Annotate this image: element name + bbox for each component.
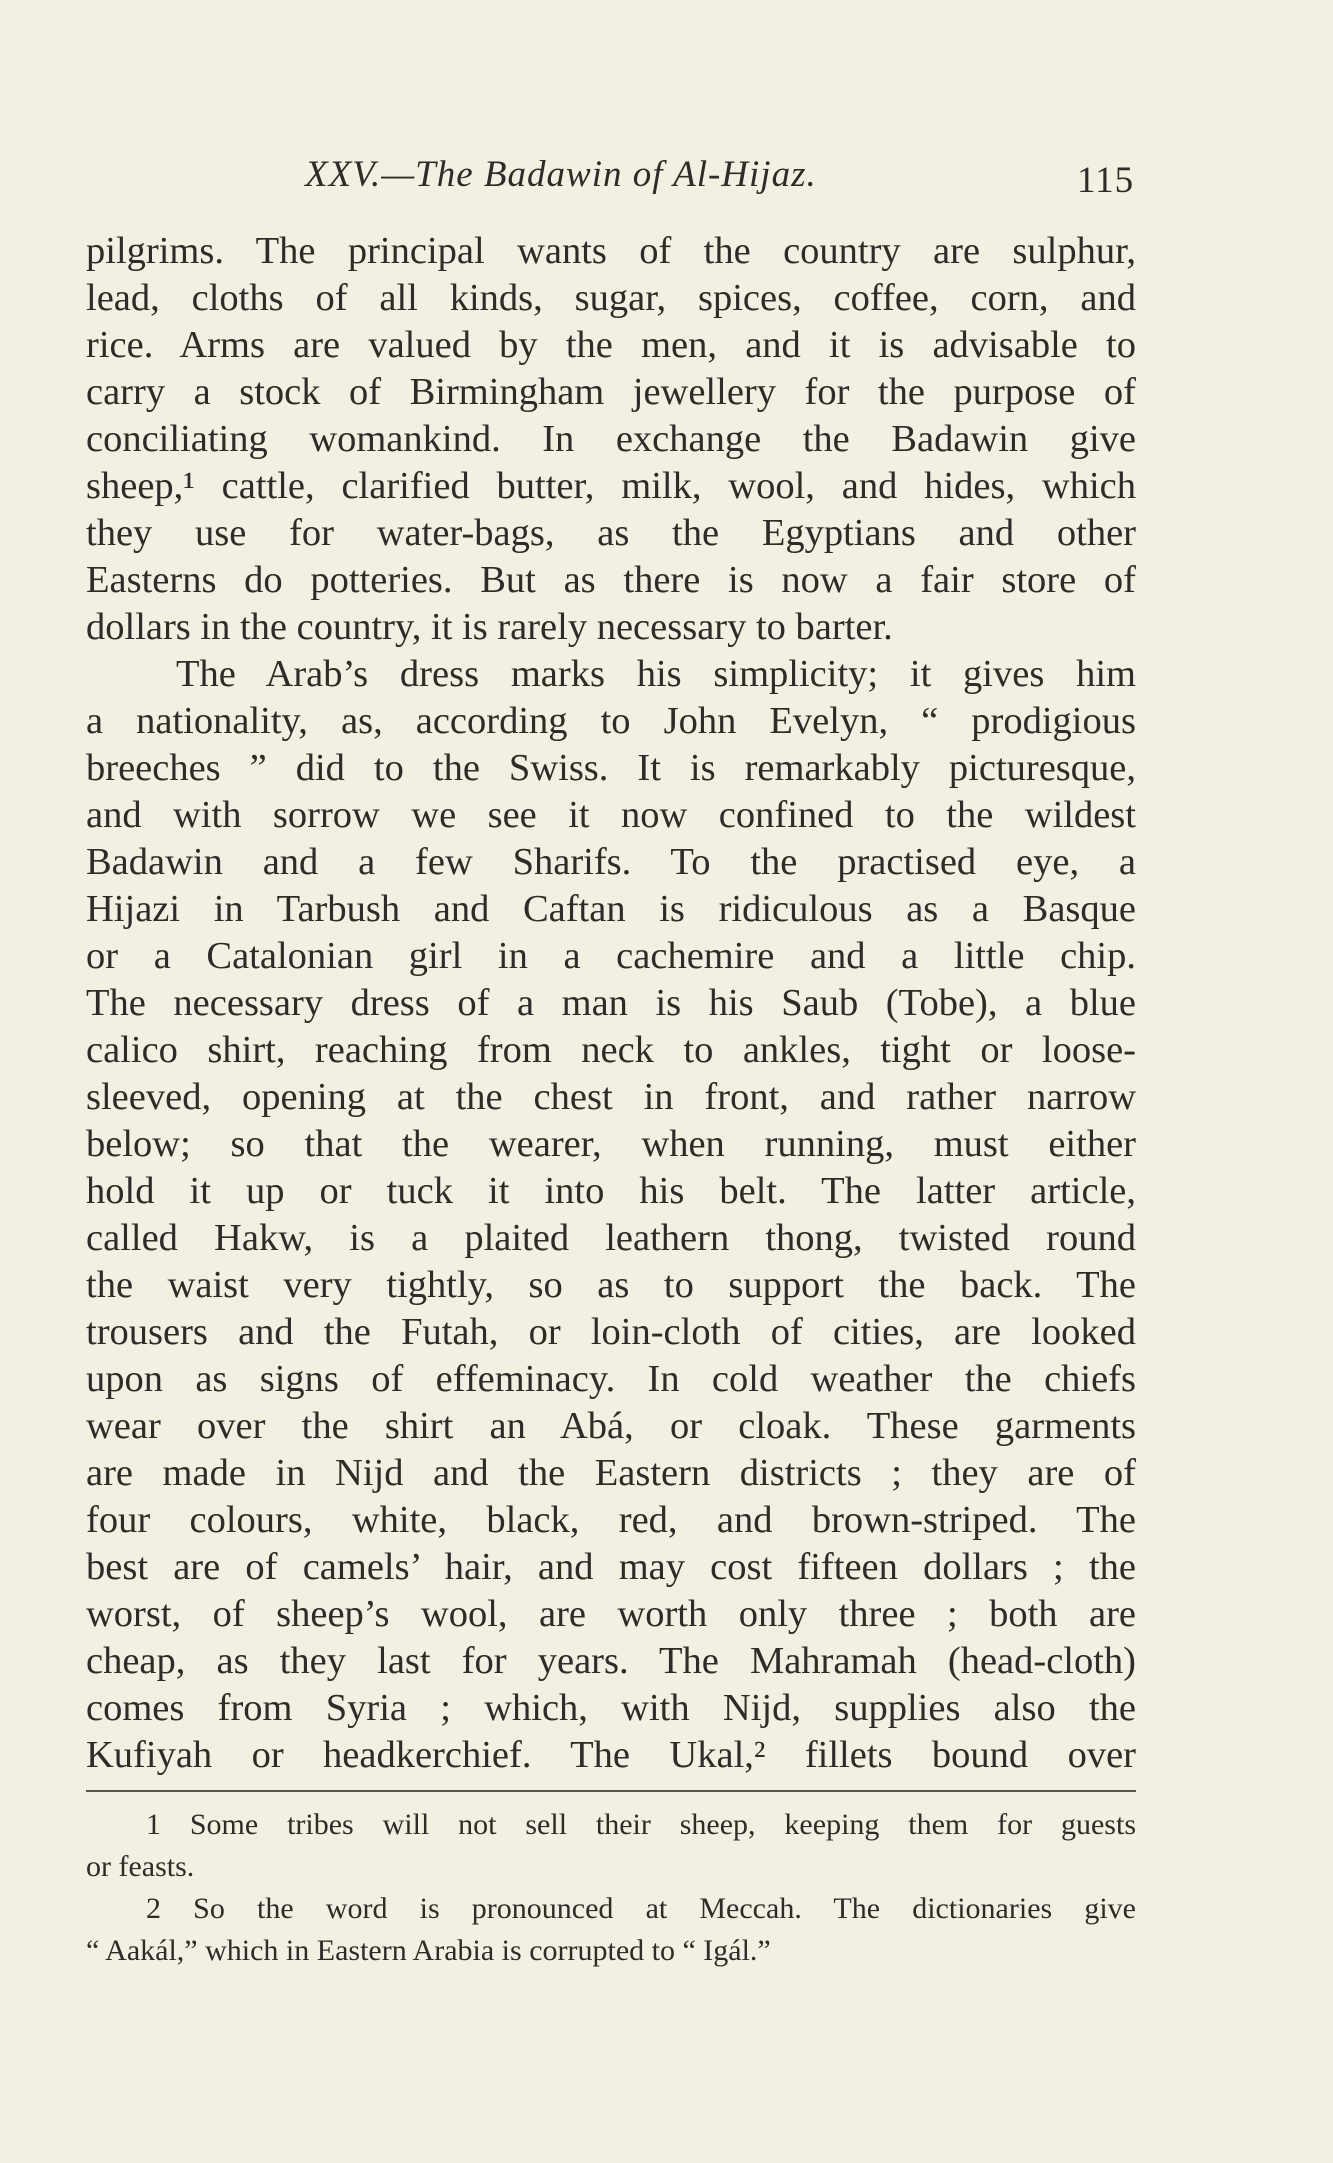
- body-line: comes from Syria ; which, with Nijd, supplies also the: [86, 1687, 1136, 1729]
- body-line: sheep,¹ cattle, clarified butter, milk, wool, and hides, which: [86, 465, 1136, 507]
- body-line: cheap, as they last for years. The Mahramah (head-cloth): [86, 1640, 1136, 1682]
- running-head: [305, 150, 1205, 200]
- body-line: Hijazi in Tarbush and Caftan is ridiculous as a Basque: [86, 888, 1136, 930]
- body-line: The necessary dress of a man is his Saub (Tobe), a blue: [86, 982, 1136, 1024]
- body-line: below; so that the wearer, when running, must either: [86, 1123, 1136, 1165]
- body-line: a nationality, as, according to John Evelyn, “ prodigious: [86, 700, 1136, 742]
- body-line: lead, cloths of all kinds, sugar, spices, coffee, corn, and: [86, 277, 1136, 319]
- body-line: Kufiyah or headkerchief. The Ukal,² fillets bound over: [86, 1734, 1136, 1776]
- body-line: hold it up or tuck it into his belt. The latter article,: [86, 1170, 1136, 1212]
- body-line: sleeved, opening at the chest in front, and rather narrow: [86, 1076, 1136, 1118]
- footnote-line: 1 Some tribes will not sell their sheep, keeping them for guests: [146, 1808, 1136, 1841]
- body-text: [86, 228, 1136, 1779]
- body-line: and with sorrow we see it now confined to the wildest: [86, 794, 1136, 836]
- body-line: upon as signs of effeminacy. In cold weather the chiefs: [86, 1358, 1136, 1400]
- body-line: breeches ” did to the Swiss. It is remarkably picturesque,: [86, 747, 1136, 789]
- body-line: four colours, white, black, red, and brown-striped. The: [86, 1499, 1136, 1541]
- body-line: conciliating womankind. In exchange the Badawin give: [86, 418, 1136, 460]
- body-line: pilgrims. The principal wants of the country are sulphur,: [86, 230, 1136, 272]
- page-number: 115: [1077, 160, 1135, 201]
- running-title: XXV.—The Badawin of Al-Hijaz.: [305, 154, 817, 195]
- body-line: worst, of sheep’s wool, are worth only three ; both are: [86, 1593, 1136, 1635]
- footnote-line: or feasts.: [86, 1850, 195, 1883]
- body-line: trousers and the Futah, or loin-cloth of cities, are looked: [86, 1311, 1136, 1353]
- body-line: dollars in the country, it is rarely necessary to barter.: [86, 606, 893, 648]
- body-line: rice. Arms are valued by the men, and it is advisable to: [86, 324, 1136, 366]
- body-line: are made in Nijd and the Eastern districts ; they are of: [86, 1452, 1136, 1494]
- body-line: wear over the shirt an Abá, or cloak. These garments: [86, 1405, 1136, 1447]
- body-line: The Arab’s dress marks his simplicity; it gives him: [176, 653, 1136, 695]
- body-line: or a Catalonian girl in a cachemire and a little chip.: [86, 935, 1136, 977]
- body-line: the waist very tightly, so as to support the back. The: [86, 1264, 1136, 1306]
- body-line: called Hakw, is a plaited leathern thong, twisted round: [86, 1217, 1136, 1259]
- body-line: calico shirt, reaching from neck to ankles, tight or loose-: [86, 1029, 1136, 1071]
- body-line: Easterns do potteries. But as there is now a fair store of: [86, 559, 1136, 601]
- body-line: Badawin and a few Sharifs. To the practised eye, a: [86, 841, 1136, 883]
- body-line: they use for water-bags, as the Egyptians and other: [86, 512, 1136, 554]
- body-line: best are of camels’ hair, and may cost fifteen dollars ; the: [86, 1546, 1136, 1588]
- footnotes: [86, 1790, 1136, 1972]
- footnote-line: 2 So the word is pronounced at Meccah. The dictionaries give: [146, 1892, 1136, 1925]
- footnote-line: “ Aakál,” which in Eastern Arabia is corrupted to “ Igál.”: [86, 1934, 771, 1967]
- footnote-rule: [86, 1790, 1136, 1792]
- body-line: carry a stock of Birmingham jewellery for the purpose of: [86, 371, 1136, 413]
